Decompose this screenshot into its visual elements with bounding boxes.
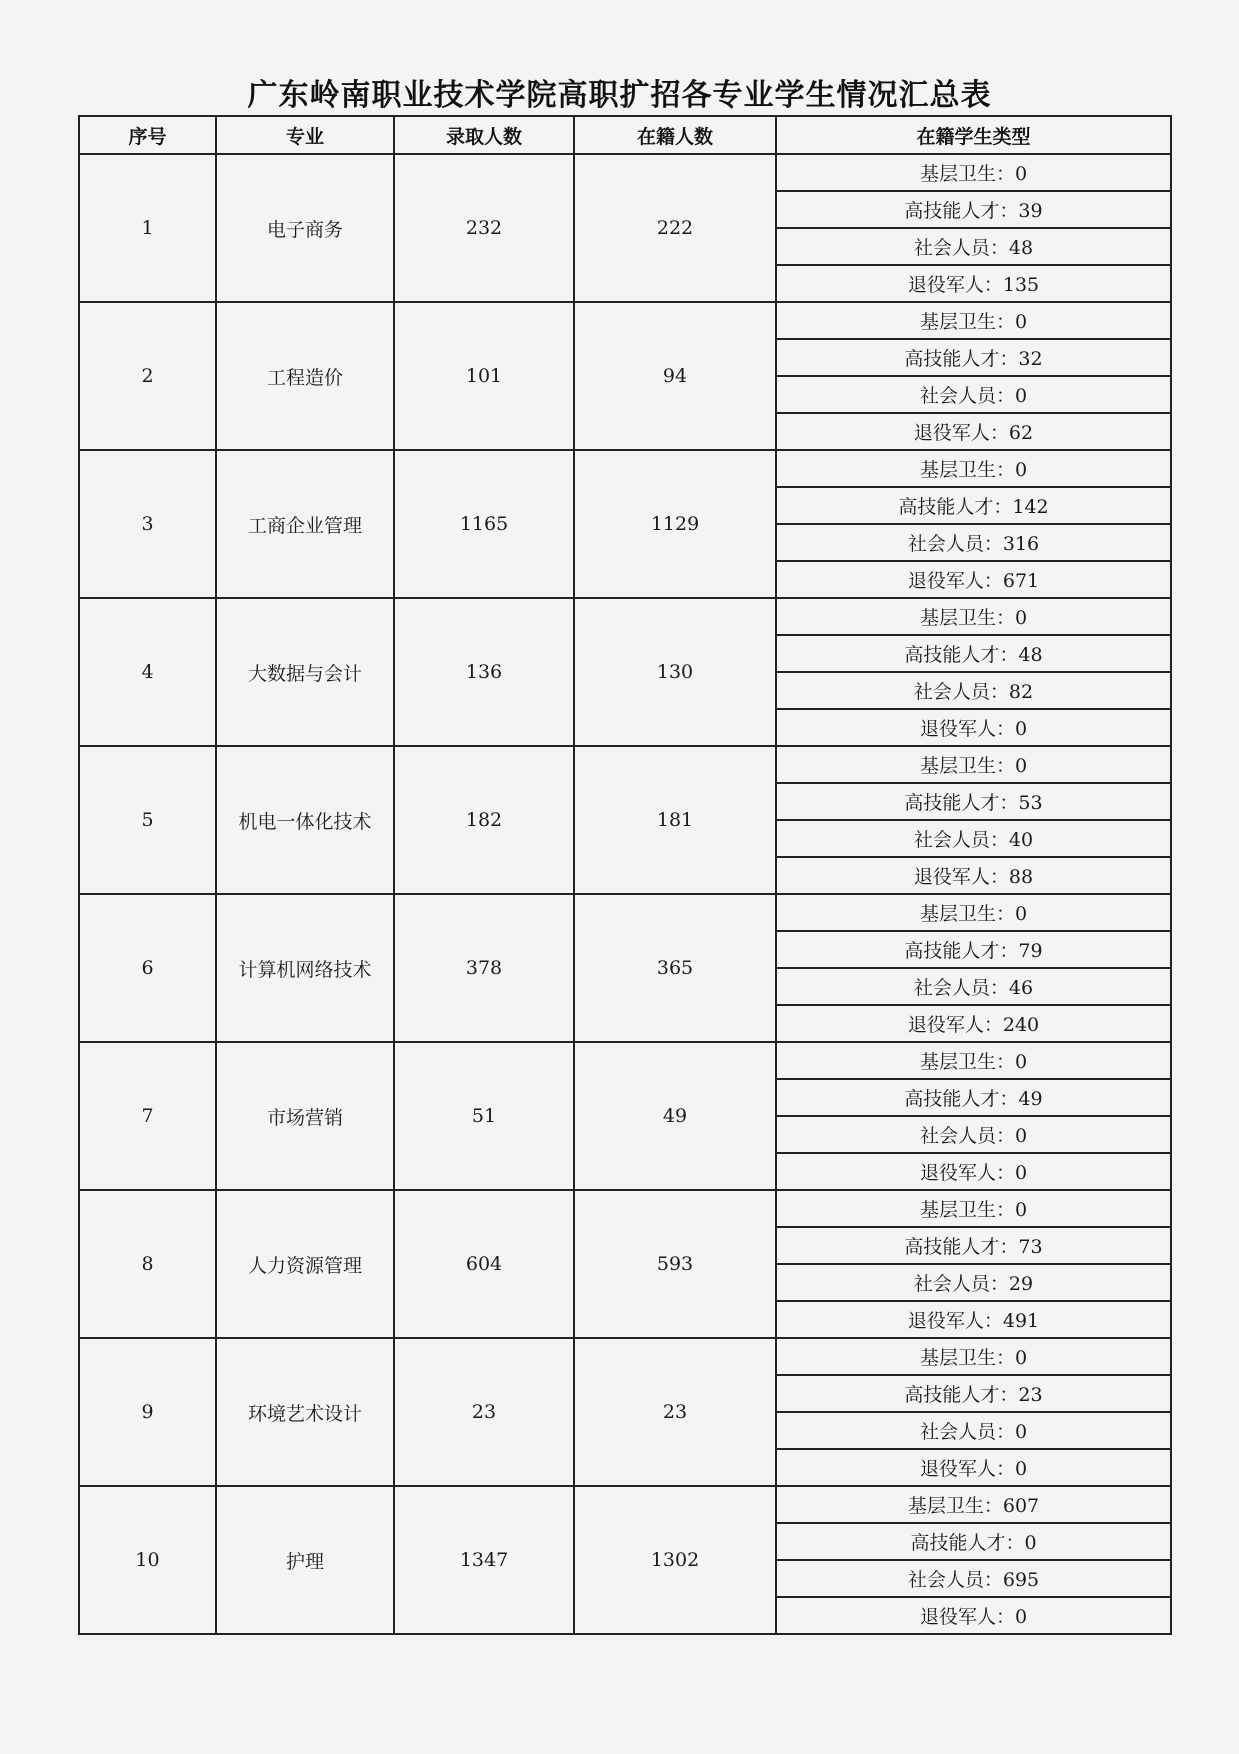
table-row: [79, 598, 1171, 635]
seq-cell: 1: [79, 154, 216, 302]
student-type-cell: 退役军人：671: [776, 561, 1171, 598]
table-row: [79, 1190, 1171, 1227]
student-type-cell: 基层卫生：0: [776, 746, 1171, 783]
major-cell: 大数据与会计: [216, 598, 394, 746]
student-type-cell: 高技能人才：39: [776, 191, 1171, 228]
table-row: [79, 1486, 1171, 1523]
enrolled-cell: 593: [574, 1190, 776, 1338]
student-type-cell: 退役军人：0: [776, 709, 1171, 746]
header-major: 专业: [216, 116, 394, 154]
admitted-cell: 378: [394, 894, 574, 1042]
student-type-cell: 退役军人：88: [776, 857, 1171, 894]
major-cell: 市场营销: [216, 1042, 394, 1190]
student-type-cell: 高技能人才：79: [776, 931, 1171, 968]
table-row: [79, 154, 1171, 191]
student-type-cell: 基层卫生：0: [776, 154, 1171, 191]
table-row: [79, 894, 1171, 931]
header-admitted: 录取人数: [394, 116, 574, 154]
seq-cell: 2: [79, 302, 216, 450]
admitted-cell: 1165: [394, 450, 574, 598]
student-type-cell: 高技能人才：32: [776, 339, 1171, 376]
major-cell: 计算机网络技术: [216, 894, 394, 1042]
student-type-cell: 退役军人：240: [776, 1005, 1171, 1042]
seq-cell: 5: [79, 746, 216, 894]
student-type-cell: 退役军人：0: [776, 1449, 1171, 1486]
major-cell: 人力资源管理: [216, 1190, 394, 1338]
admitted-cell: 604: [394, 1190, 574, 1338]
major-cell: 工商企业管理: [216, 450, 394, 598]
admitted-cell: 182: [394, 746, 574, 894]
admitted-cell: 101: [394, 302, 574, 450]
admitted-cell: 51: [394, 1042, 574, 1190]
enrolled-cell: 130: [574, 598, 776, 746]
admitted-cell: 136: [394, 598, 574, 746]
student-type-cell: 高技能人才：53: [776, 783, 1171, 820]
enrolled-cell: 49: [574, 1042, 776, 1190]
header-student-type: 在籍学生类型: [776, 116, 1171, 154]
student-type-cell: 社会人员：82: [776, 672, 1171, 709]
table-row: [79, 450, 1171, 487]
enrolled-cell: 1129: [574, 450, 776, 598]
student-type-cell: 社会人员：0: [776, 1116, 1171, 1153]
student-type-cell: 高技能人才：142: [776, 487, 1171, 524]
major-cell: 工程造价: [216, 302, 394, 450]
student-type-cell: 基层卫生：0: [776, 1338, 1171, 1375]
summary-table: [78, 115, 1172, 1635]
page-title: 广东岭南职业技术学院高职扩招各专业学生情况汇总表: [247, 78, 992, 113]
enrolled-cell: 1302: [574, 1486, 776, 1634]
student-type-cell: 社会人员：316: [776, 524, 1171, 561]
major-cell: 环境艺术设计: [216, 1338, 394, 1486]
seq-cell: 8: [79, 1190, 216, 1338]
admitted-cell: 1347: [394, 1486, 574, 1634]
admitted-cell: 232: [394, 154, 574, 302]
student-type-cell: 社会人员：46: [776, 968, 1171, 1005]
student-type-cell: 基层卫生：0: [776, 450, 1171, 487]
student-type-cell: 社会人员：695: [776, 1560, 1171, 1597]
table-row: [79, 746, 1171, 783]
seq-cell: 6: [79, 894, 216, 1042]
student-type-cell: 退役军人：491: [776, 1301, 1171, 1338]
student-type-cell: 社会人员：40: [776, 820, 1171, 857]
enrolled-cell: 94: [574, 302, 776, 450]
major-cell: 机电一体化技术: [216, 746, 394, 894]
header-enrolled: 在籍人数: [574, 116, 776, 154]
major-cell: 电子商务: [216, 154, 394, 302]
table-row: [79, 1338, 1171, 1375]
seq-cell: 4: [79, 598, 216, 746]
table-body: [79, 154, 1171, 1634]
enrolled-cell: 23: [574, 1338, 776, 1486]
enrolled-cell: 222: [574, 154, 776, 302]
student-type-cell: 社会人员：48: [776, 228, 1171, 265]
student-type-cell: 退役军人：0: [776, 1597, 1171, 1634]
table-row: [79, 302, 1171, 339]
student-type-cell: 高技能人才：48: [776, 635, 1171, 672]
seq-cell: 9: [79, 1338, 216, 1486]
table-header-row: [79, 116, 1171, 154]
student-type-cell: 退役军人：62: [776, 413, 1171, 450]
student-type-cell: 高技能人才：49: [776, 1079, 1171, 1116]
student-type-cell: 基层卫生：0: [776, 302, 1171, 339]
student-type-cell: 基层卫生：0: [776, 1042, 1171, 1079]
student-type-cell: 退役军人：0: [776, 1153, 1171, 1190]
student-type-cell: 社会人员：0: [776, 376, 1171, 413]
header-seq: 序号: [79, 116, 216, 154]
student-type-cell: 社会人员：29: [776, 1264, 1171, 1301]
enrolled-cell: 181: [574, 746, 776, 894]
seq-cell: 3: [79, 450, 216, 598]
major-cell: 护理: [216, 1486, 394, 1634]
admitted-cell: 23: [394, 1338, 574, 1486]
student-type-cell: 退役军人：135: [776, 265, 1171, 302]
student-type-cell: 高技能人才：0: [776, 1523, 1171, 1560]
student-type-cell: 基层卫生：0: [776, 1190, 1171, 1227]
student-type-cell: 高技能人才：73: [776, 1227, 1171, 1264]
student-type-cell: 社会人员：0: [776, 1412, 1171, 1449]
enrolled-cell: 365: [574, 894, 776, 1042]
table-row: [79, 1042, 1171, 1079]
student-type-cell: 高技能人才：23: [776, 1375, 1171, 1412]
student-type-cell: 基层卫生：0: [776, 894, 1171, 931]
student-type-cell: 基层卫生：607: [776, 1486, 1171, 1523]
student-type-cell: 基层卫生：0: [776, 598, 1171, 635]
seq-cell: 10: [79, 1486, 216, 1634]
seq-cell: 7: [79, 1042, 216, 1190]
